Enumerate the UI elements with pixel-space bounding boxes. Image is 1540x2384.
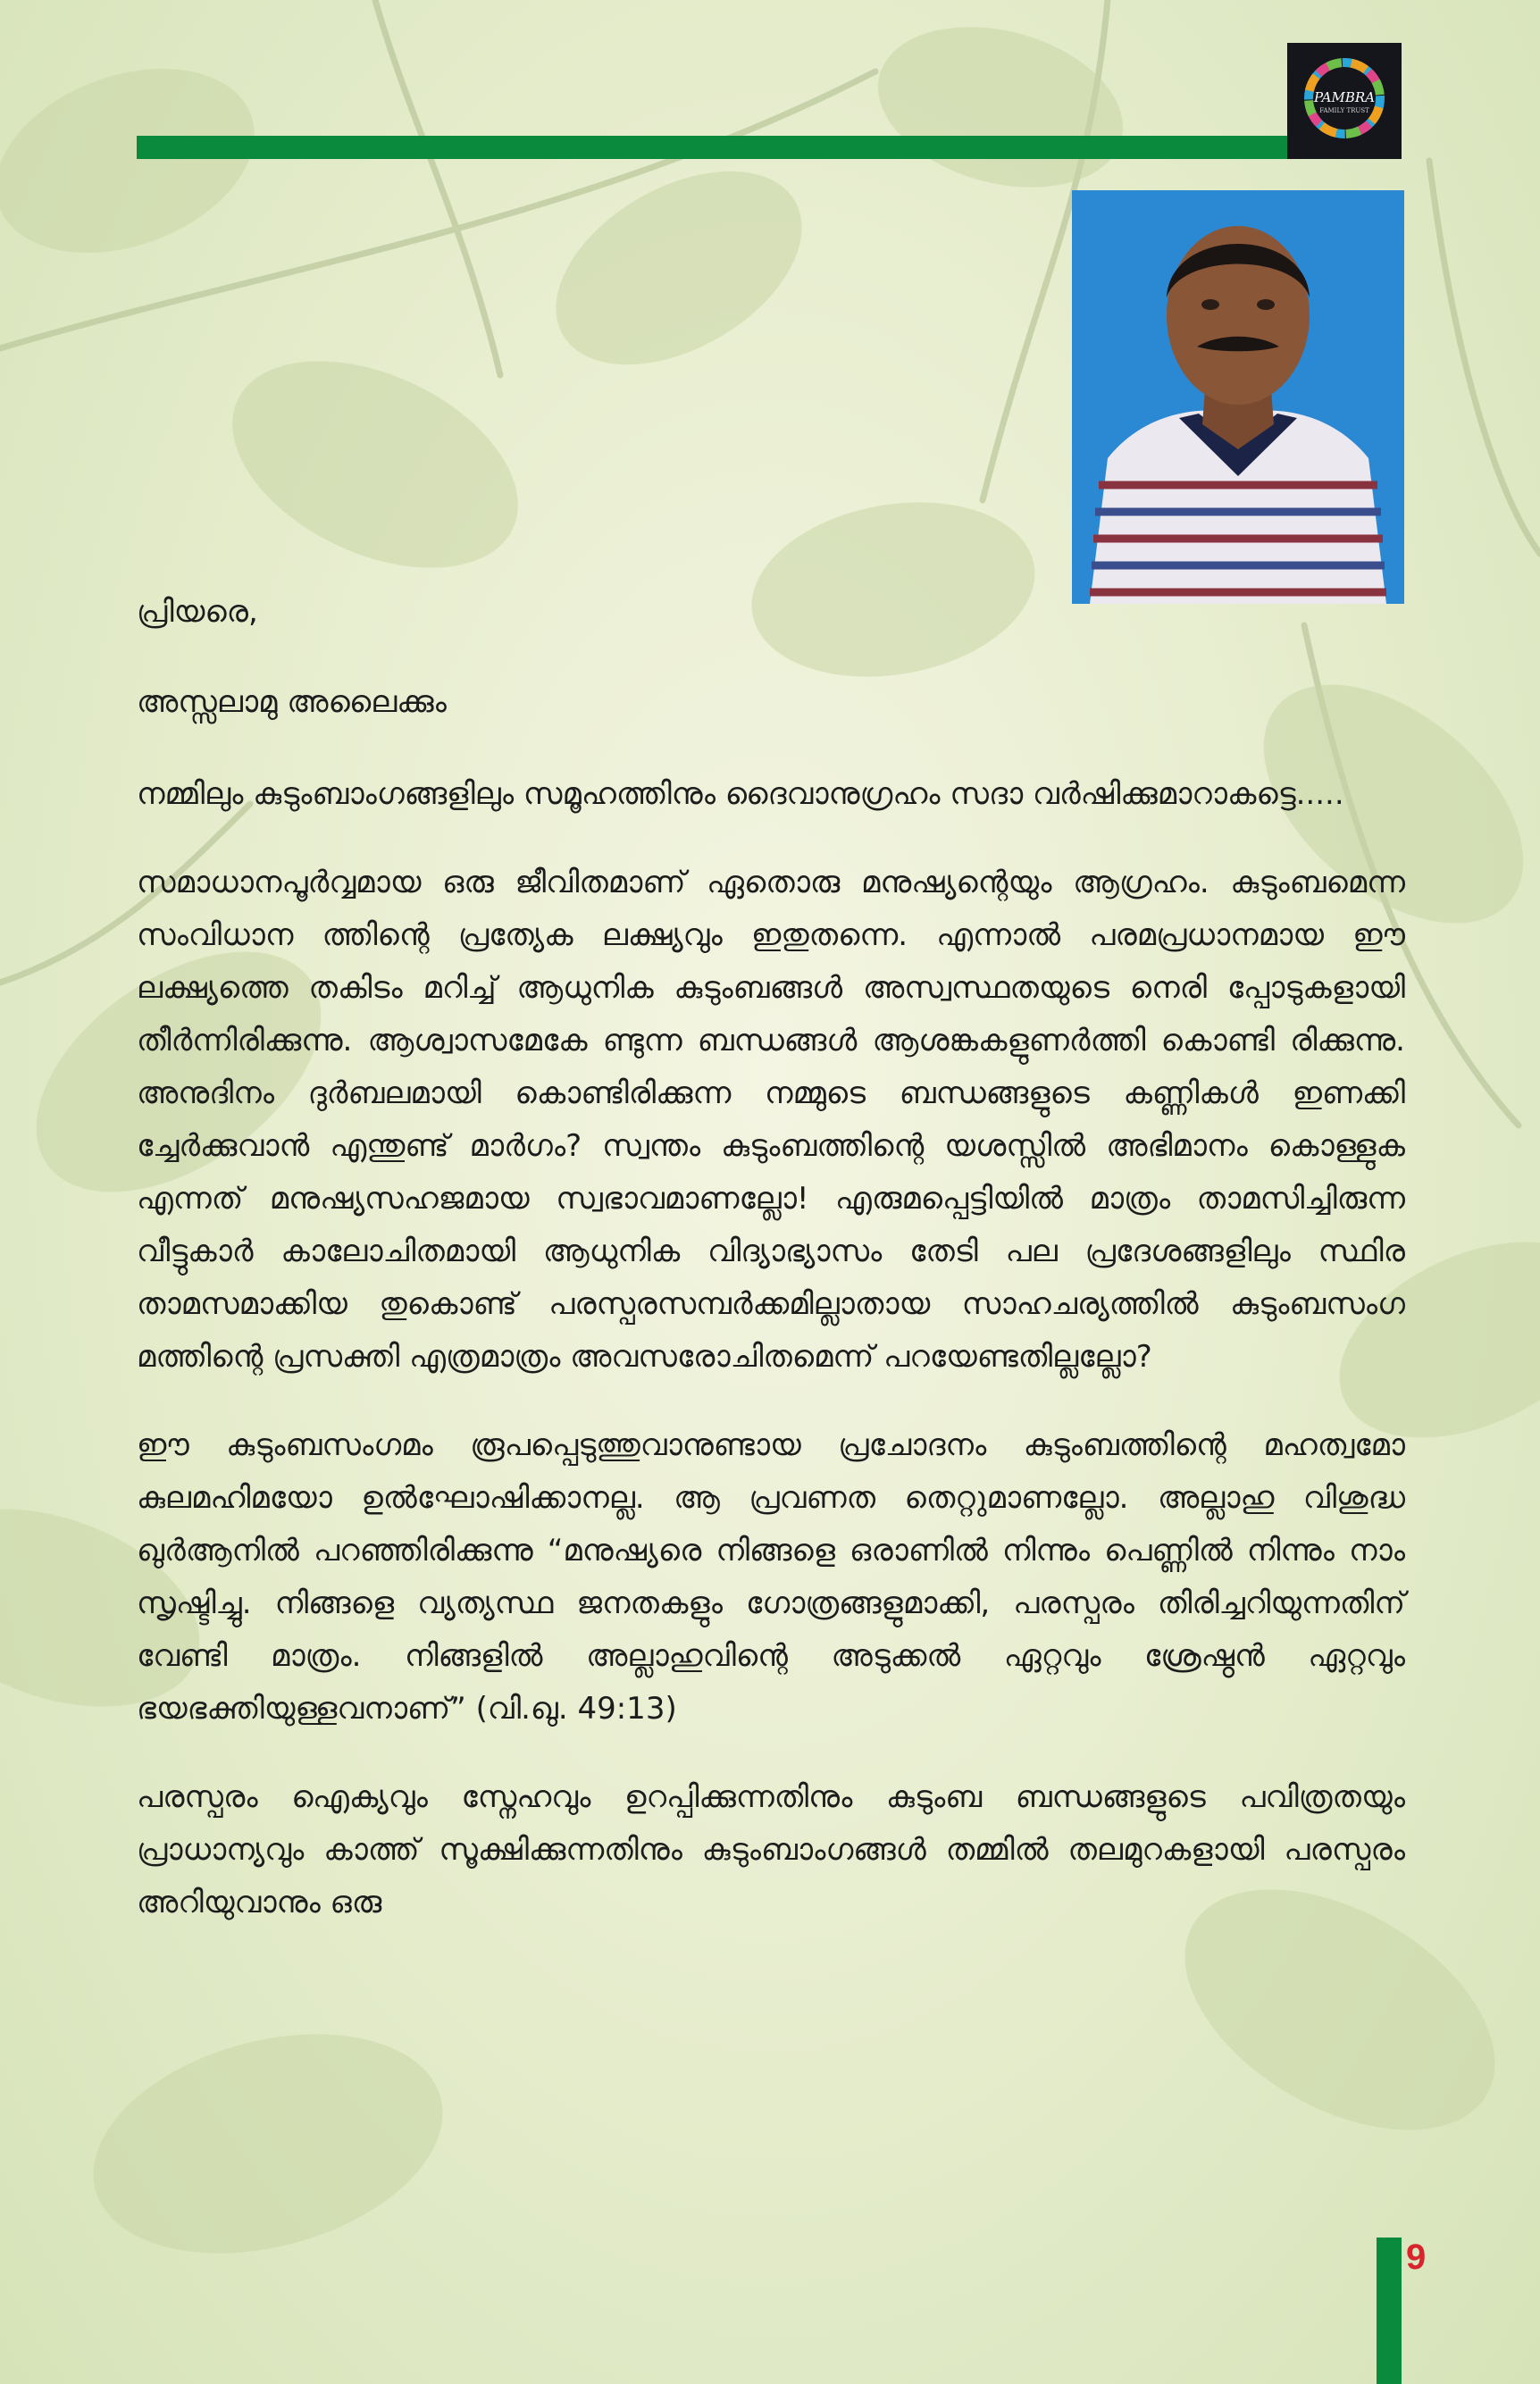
islamic-greeting: അസ്സലാമു അലൈക്കും [137,684,447,720]
paragraph-family-peace: സമാധാനപൂർവ്വമായ ഒരു ജീവിതമാണ് ഏതൊരു മനുഷ്യന്റെയും ആഗ്രഹം. കുടുംബമെന്ന സംവിധാന ത്തിന്റെ പ്രത്യേക ലക്ഷ്യവും ഇതുതന്നെ. എന്നാൽ പരമപ്രധാനമായ ഈ ലക്ഷ്യത്തെ തകിടം മറിച്ച് ആധുനിക കുടുംബങ്ങൾ അസ്വസ്ഥതയുടെ നെരി പ്പോടുകളായി തീർന്നിരിക്കുന്നു. ആശ്വാസമേകേ ണ്ടുന്ന ബന്ധങ്ങൾ ആശങ്കകളുണർത്തി കൊണ്ടി രിക്കുന്നു. അനുദിനം ദുർബലമായി കൊണ്ടിരിക്കുന്ന നമ്മുടെ ബന്ധങ്ങളുടെ കണ്ണികൾ ഇണക്കി ച്ചേർക്കുവാൻ എന്തുണ്ട് മാർഗം? സ്വന്തം കുടുംബത്തിന്റെ യശസ്സിൽ അഭിമാനം കൊള്ളുക എന്നത് മനുഷ്യസഹജമായ സ്വഭാവമാണല്ലോ! എരുമപ്പെട്ടിയിൽ മാത്രം താമസിച്ചിരുന്ന വീട്ടുകാർ കാലോചിതമായി ആധുനിക വിദ്യാഭ്യാസം തേടി പല പ്രദേശങ്ങളിലും സ്ഥിര താമസമാക്കിയ തുകൊണ്ട് പരസ്പരസമ്പർക്കമില്ലാതായ സാഹചര്യത്തിൽ കുടുംബസംഗ മത്തിന്റെ പ്രസക്തി എത്രമാത്രം അവസരോചിതമെന്ന് പറയേണ്ടതില്ലല്ലോ? [137,865,1405,1375]
pambra-logo [1287,43,1402,159]
page-number: 9 [1406,2238,1427,2277]
logo-name: PAMBRA [1313,89,1376,105]
paragraph-unity: പരസ്പരം ഐക്യവും സ്നേഹവും ഉറപ്പിക്കുന്നതിനും കുടുംബ ബന്ധങ്ങളുടെ പവിത്രതയും പ്രാധാന്യവും കാത്ത് സൂക്ഷിക്കുന്നതിനും കുടുംബാംഗങ്ങൾ തമ്മിൽ തലമുറകളായി പരസ്പരം അറിയുവാനും ഒരു [137,1779,1405,1920]
logo-subtitle: FAMILY TRUST [1319,107,1369,114]
paragraph-quran-quote: ഈ കുടുംബസംഗമം രൂപപ്പെടുത്തുവാനുണ്ടായ പ്രചോദനം കുടുംബത്തിന്റെ മഹത്വമോ കുലമഹിമയോ ഉൽഘോഷിക്കാനല്ല. ആ പ്രവണത തെറ്റുമാണല്ലോ. അല്ലാഹു വിശുദ്ധ ഖുർആനിൽ പറഞ്ഞിരിക്കുന്നു “മനുഷ്യരെ നിങ്ങളെ ഒരാണിൽ നിന്നും പെണ്ണിൽ നിന്നും നാം സൃഷ്ടിച്ചു. നിങ്ങളെ വ്യത്യസ്ഥ ജനതകളും ഗോത്രങ്ങളുമാക്കി, പരസ്പരം തിരിച്ചറിയുന്നതിന് വേണ്ടി മാത്രം. നിങ്ങളിൽ അല്ലാഹുവിന്റെ അടുക്കൽ ഏറ്റവും ശ്രേഷ്ഠൻ ഏറ്റവും ഭയഭക്തിയുള്ളവനാണ്” (വി.ഖു. 49:13) [137,1427,1405,1727]
author-photo [1072,190,1404,604]
letter-body [137,768,1405,1965]
page-number-bar [1377,2238,1402,2384]
header-green-rule [137,136,1287,159]
salutation: പ്രിയരെ, [137,594,258,630]
paragraph-blessing: നമ്മിലും കുടുംബാംഗങ്ങളിലും സമൂഹത്തിനും ദൈവാനുഗ്രഹം സദാ വർഷിക്കുമാറാകട്ടെ..... [137,776,1344,812]
